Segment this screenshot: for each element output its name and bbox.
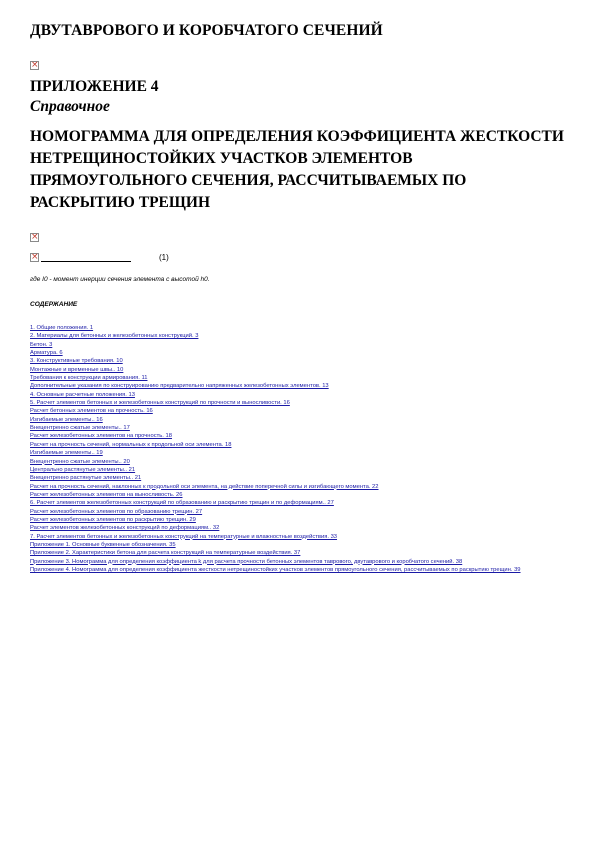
formula-number: (1) [159,252,169,262]
toc-link[interactable]: Изгибаемые элементы.. 16 [30,416,103,423]
toc-link[interactable]: Бетон. 3 [30,341,53,348]
toc-link[interactable]: Расчет элементов железобетонных конструкций по деформациям.. 32 [30,525,220,532]
toc-link[interactable]: Приложение 4. Номограмма для определения коэффициента жесткости нетрещиностойких участков элементов прямоугольного сечения, рассчитываемых по раскрытию трещин. 39 [30,566,521,573]
toc-link[interactable]: Внецентренно сжатые элементы.. 17 [30,425,130,432]
toc-link[interactable]: 4. Основные расчетные положения. 13 [30,391,135,398]
formula-image-placeholder [41,252,131,262]
toc-link[interactable]: Внецентренно растянутые элементы.. 21 [30,475,142,482]
formula-explanation: где I0 - момент инерции сечения элемента с высотой h0. [30,276,210,283]
toc-link[interactable]: Расчет на прочность сечений, наклонных к продольной оси элемента, на действие поперечной силы и изгибающего момента. 22 [30,483,379,490]
toc-link[interactable]: Центрально растянутые элементы.. 21 [30,466,136,473]
toc-link[interactable]: 3. Конструктивные требования. 10 [30,358,123,365]
toc-link[interactable]: Арматура. 6 [30,350,63,357]
toc-link[interactable]: Требования к конструкции армирования. 11 [30,375,148,382]
toc-link[interactable]: Дополнительные указания по конструированию предварительно напряженных железобетонных элементов. 13 [30,383,329,390]
appendix-subtitle: Справочное [30,98,110,115]
toc-link[interactable]: 6. Расчет элементов железобетонных конструкций по образованию и раскрытию трещин и по деформациям.. 27 [30,500,334,507]
toc-link[interactable]: Расчет железобетонных элементов на прочность. 18 [30,433,172,440]
toc-link[interactable]: Расчет железобетонных элементов по раскрытию трещин. 29 [30,516,196,523]
toc-link[interactable]: 7. Расчет элементов бетонных и железобетонных конструкций на температурные и влажностные воздействия. 33 [30,533,338,540]
toc-link[interactable]: Приложение 3. Номограмма для определения коэффициента k для расчета прочности бетонных элементов таврового, двутаврового и коробчатого сечений. 38 [30,558,463,565]
toc-link[interactable]: Приложение 1. Основные буквенные обозначения. 35 [30,541,176,548]
toc-link[interactable]: 2. Материалы для бетонных и железобетонных конструкций. 3 [30,333,199,340]
nomogram-title: НОМОГРАММА ДЛЯ ОПРЕДЕЛЕНИЯ КОЭФФИЦИЕНТА ЖЕСТКОСТИ НЕТРЕЩИНОСТОЙКИХ УЧАСТКОВ ЭЛЕМЕНТОВ ПРЯМОУГОЛЬНОГО СЕЧЕНИЯ, РАССЧИТЫВАЕМЫХ ПО РАСКРЫТИЮ ТРЕЩИН [30,128,564,211]
section-title-continued: ДВУТАВРОВОГО И КОРОБЧАТОГО СЕЧЕНИЙ [30,22,383,39]
contents-heading: СОДЕРЖАНИЕ [30,301,78,308]
nomogram-image-placeholder [30,228,565,242]
toc-link[interactable]: Внецентренно сжатые элементы.. 20 [30,458,130,465]
toc-link[interactable]: 1. Общие положения. 1 [30,325,94,331]
toc-link[interactable]: Расчет бетонных элементов на прочность. 16 [30,408,153,415]
toc-link[interactable]: Монтажные и временные швы.. 10 [30,366,124,373]
toc-link[interactable]: Изгибаемые элементы.. 19 [30,450,103,457]
toc-link[interactable]: Расчет железобетонных элементов по образованию трещин. 27 [30,508,203,515]
broken-image-icon [30,253,39,262]
toc-link[interactable]: Расчет на прочность сечений, нормальных к продольной оси элемента. 18 [30,441,232,448]
appendix-title: ПРИЛОЖЕНИЕ 4 [30,78,159,95]
toc-link[interactable]: Приложение 2. Характеристики бетона для расчета конструкций на температурные воздействия. 37 [30,550,301,557]
toc-link[interactable]: 5. Расчет элементов бетонных и железобетонных конструкций по прочности и выносливости. 16 [30,400,290,407]
broken-image-placeholder [30,56,565,70]
broken-image-icon [30,233,39,242]
table-of-contents [30,324,565,574]
broken-image-icon [30,61,39,70]
toc-link[interactable]: Расчет железобетонных элементов на выносливость. 26 [30,491,183,498]
formula-row [30,250,565,264]
